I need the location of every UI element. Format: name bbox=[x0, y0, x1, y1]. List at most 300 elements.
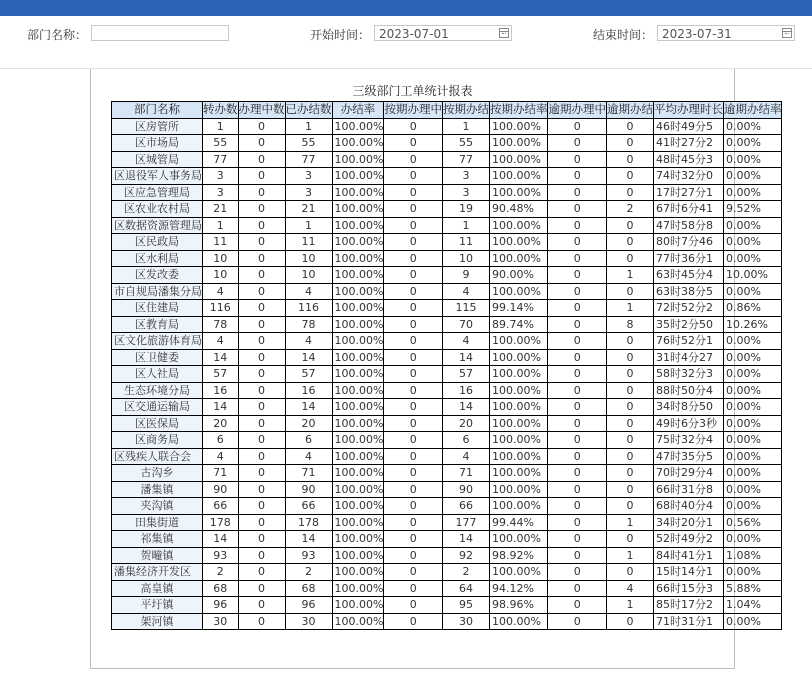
table-cell: 1 bbox=[606, 514, 653, 531]
table-cell: 0 bbox=[384, 151, 443, 168]
table-cell: 100.00% bbox=[332, 217, 384, 234]
table-cell: 46时49分5 bbox=[653, 118, 723, 135]
table-cell: 区房管所 bbox=[112, 118, 203, 135]
table-cell: 55 bbox=[203, 135, 239, 152]
table-cell: 0 bbox=[238, 349, 285, 366]
table-cell: 100.00% bbox=[489, 432, 548, 449]
table-row bbox=[112, 481, 782, 498]
table-cell: 0 bbox=[548, 217, 607, 234]
table-cell: 96 bbox=[285, 597, 332, 614]
table-cell: 0 bbox=[384, 267, 443, 284]
table-cell: 0 bbox=[548, 234, 607, 251]
table-row bbox=[112, 316, 782, 333]
table-cell: 0 bbox=[384, 580, 443, 597]
table-cell: 100.00% bbox=[489, 613, 548, 630]
table-cell: 100.00% bbox=[332, 580, 384, 597]
table-cell: 0 bbox=[238, 580, 285, 597]
table-cell: 0 bbox=[384, 217, 443, 234]
table-cell: 0 bbox=[548, 432, 607, 449]
table-row bbox=[112, 184, 782, 201]
table-cell: 0 bbox=[238, 201, 285, 218]
table-cell: 66时31分8 bbox=[653, 481, 723, 498]
table-cell: 1 bbox=[606, 300, 653, 317]
table-cell: 100.00% bbox=[332, 514, 384, 531]
table-cell: 100.00% bbox=[332, 432, 384, 449]
table-cell: 0.00% bbox=[723, 465, 782, 482]
table-cell: 1 bbox=[442, 118, 489, 135]
table-cell: 0.00% bbox=[723, 250, 782, 267]
table-cell: 0.00% bbox=[723, 151, 782, 168]
table-cell: 0.00% bbox=[723, 349, 782, 366]
table-cell: 0 bbox=[548, 168, 607, 185]
table-cell: 3 bbox=[203, 184, 239, 201]
table-cell: 区卫健委 bbox=[112, 349, 203, 366]
table-cell: 20 bbox=[442, 415, 489, 432]
table-cell: 0 bbox=[238, 448, 285, 465]
column-header: 办理中数 bbox=[238, 102, 285, 117]
table-cell: 1 bbox=[606, 267, 653, 284]
table-cell: 77 bbox=[285, 151, 332, 168]
column-header: 按期办结率 bbox=[489, 102, 548, 117]
table-row bbox=[112, 151, 782, 168]
table-cell: 72时52分2 bbox=[653, 300, 723, 317]
table-cell: 57 bbox=[203, 366, 239, 383]
table-cell: 9.52% bbox=[723, 201, 782, 218]
table-cell: 100.00% bbox=[489, 448, 548, 465]
table-cell: 100.00% bbox=[332, 333, 384, 350]
table-cell: 70时29分4 bbox=[653, 465, 723, 482]
end-time-input[interactable] bbox=[657, 25, 795, 41]
table-cell: 100.00% bbox=[489, 135, 548, 152]
table-cell: 田集街道 bbox=[112, 514, 203, 531]
table-cell: 48时45分3 bbox=[653, 151, 723, 168]
table-cell: 0 bbox=[384, 366, 443, 383]
table-row bbox=[112, 564, 782, 581]
table-cell: 10 bbox=[203, 267, 239, 284]
table-cell: 100.00% bbox=[489, 399, 548, 416]
table-cell: 高皇镇 bbox=[112, 580, 203, 597]
table-cell: 0 bbox=[606, 531, 653, 548]
table-cell: 100.00% bbox=[332, 613, 384, 630]
table-cell: 0 bbox=[548, 613, 607, 630]
table-cell: 0.00% bbox=[723, 432, 782, 449]
table-cell: 93 bbox=[203, 547, 239, 564]
table-cell: 0 bbox=[548, 448, 607, 465]
table-cell: 74时32分0 bbox=[653, 168, 723, 185]
table-cell: 100.00% bbox=[489, 184, 548, 201]
table-cell: 0 bbox=[384, 118, 443, 135]
table-cell: 100.00% bbox=[332, 201, 384, 218]
table-cell: 0 bbox=[384, 234, 443, 251]
table-cell: 0.00% bbox=[723, 168, 782, 185]
table-cell: 4 bbox=[203, 333, 239, 350]
table-row bbox=[112, 168, 782, 185]
table-cell: 0 bbox=[238, 118, 285, 135]
table-cell: 0 bbox=[238, 267, 285, 284]
table-cell: 4 bbox=[285, 448, 332, 465]
table-cell: 0 bbox=[384, 547, 443, 564]
table-cell: 0 bbox=[548, 250, 607, 267]
table-cell: 4 bbox=[606, 580, 653, 597]
table-cell: 0.00% bbox=[723, 366, 782, 383]
column-header: 办结率 bbox=[332, 102, 384, 119]
table-cell: 100.00% bbox=[489, 250, 548, 267]
table-cell: 94.12% bbox=[489, 580, 548, 597]
table-cell: 90 bbox=[203, 481, 239, 498]
table-cell: 贺疃镇 bbox=[112, 547, 203, 564]
table-cell: 66 bbox=[285, 498, 332, 515]
table-cell: 0 bbox=[238, 151, 285, 168]
table-cell: 100.00% bbox=[332, 349, 384, 366]
table-cell: 55 bbox=[285, 135, 332, 152]
table-cell: 178 bbox=[285, 514, 332, 531]
table-cell: 0 bbox=[238, 481, 285, 498]
table-cell: 89.74% bbox=[489, 316, 548, 333]
table-cell: 49时6分3秒 bbox=[653, 415, 723, 432]
table-cell: 85时17分2 bbox=[653, 597, 723, 614]
table-cell: 0 bbox=[238, 316, 285, 333]
table-cell: 3 bbox=[285, 184, 332, 201]
table-cell: 0.00% bbox=[723, 135, 782, 152]
table-cell: 0 bbox=[238, 547, 285, 564]
table-cell: 70 bbox=[442, 316, 489, 333]
table-cell: 0 bbox=[238, 366, 285, 383]
table-row bbox=[112, 399, 782, 416]
table-cell: 0 bbox=[238, 135, 285, 152]
table-cell: 115 bbox=[442, 300, 489, 317]
table-cell: 0 bbox=[548, 415, 607, 432]
table-cell: 0 bbox=[606, 448, 653, 465]
table-cell: 100.00% bbox=[489, 333, 548, 350]
table-cell: 77时36分1 bbox=[653, 250, 723, 267]
table-cell: 5.88% bbox=[723, 580, 782, 597]
table-cell: 52时49分2 bbox=[653, 531, 723, 548]
table-cell: 6 bbox=[285, 432, 332, 449]
table-cell: 0 bbox=[548, 201, 607, 218]
start-time-value: 2023-07-01 bbox=[379, 27, 449, 41]
table-cell: 0.86% bbox=[723, 300, 782, 317]
table-cell: 0 bbox=[548, 118, 607, 135]
table-cell: 47时35分5 bbox=[653, 448, 723, 465]
table-cell: 0 bbox=[384, 465, 443, 482]
dept-name-label: 部门名称： bbox=[27, 28, 88, 42]
table-cell: 0 bbox=[548, 333, 607, 350]
table-cell: 区医保局 bbox=[112, 415, 203, 432]
table-cell: 100.00% bbox=[489, 382, 548, 399]
table-cell: 100.00% bbox=[489, 415, 548, 432]
table-cell: 0 bbox=[238, 399, 285, 416]
table-cell: 34时20分1 bbox=[653, 514, 723, 531]
table-cell: 100.00% bbox=[332, 498, 384, 515]
table-cell: 20 bbox=[285, 415, 332, 432]
table-cell: 0 bbox=[384, 399, 443, 416]
table-cell: 0.00% bbox=[723, 333, 782, 350]
end-time-value: 2023-07-31 bbox=[662, 27, 732, 41]
table-cell: 0 bbox=[238, 415, 285, 432]
table-cell: 0.00% bbox=[723, 498, 782, 515]
table-cell: 区退役军人事务局 bbox=[112, 168, 203, 185]
table-cell: 78 bbox=[203, 316, 239, 333]
calendar-icon[interactable] bbox=[782, 28, 792, 38]
table-cell: 0 bbox=[606, 481, 653, 498]
table-cell: 100.00% bbox=[332, 415, 384, 432]
table-cell: 0 bbox=[384, 283, 443, 300]
table-cell: 11 bbox=[442, 234, 489, 251]
column-header: 逾期办结率 bbox=[723, 102, 782, 117]
start-time-input[interactable] bbox=[374, 25, 512, 41]
table-cell: 0 bbox=[238, 498, 285, 515]
table-cell: 100.00% bbox=[489, 118, 548, 135]
table-cell: 0 bbox=[238, 250, 285, 267]
table-cell: 178 bbox=[203, 514, 239, 531]
table-cell: 10 bbox=[442, 250, 489, 267]
table-body bbox=[112, 118, 782, 630]
table-cell: 16 bbox=[285, 382, 332, 399]
table-cell: 4 bbox=[285, 283, 332, 300]
table-cell: 1 bbox=[606, 547, 653, 564]
table-cell: 0 bbox=[384, 514, 443, 531]
table-cell: 0 bbox=[384, 597, 443, 614]
table-cell: 6 bbox=[203, 432, 239, 449]
table-cell: 41时27分2 bbox=[653, 135, 723, 152]
table-row bbox=[112, 415, 782, 432]
table-cell: 0 bbox=[384, 415, 443, 432]
table-cell: 100.00% bbox=[332, 184, 384, 201]
table-cell: 100.00% bbox=[332, 135, 384, 152]
table-cell: 0 bbox=[606, 151, 653, 168]
table-cell: 92 bbox=[442, 547, 489, 564]
table-cell: 0.00% bbox=[723, 564, 782, 581]
table-cell: 0 bbox=[548, 382, 607, 399]
table-cell: 100.00% bbox=[332, 316, 384, 333]
table-row bbox=[112, 118, 782, 135]
table-cell: 100.00% bbox=[489, 151, 548, 168]
table-cell: 14 bbox=[285, 531, 332, 548]
table-cell: 0.00% bbox=[723, 217, 782, 234]
table-cell: 0 bbox=[606, 382, 653, 399]
table-cell: 90.00% bbox=[489, 267, 548, 284]
table-cell: 0 bbox=[238, 564, 285, 581]
table-cell: 100.00% bbox=[332, 283, 384, 300]
table-cell: 14 bbox=[442, 399, 489, 416]
table-cell: 0 bbox=[548, 531, 607, 548]
report-table bbox=[111, 101, 782, 630]
table-cell: 63时45分4 bbox=[653, 267, 723, 284]
table-row bbox=[112, 448, 782, 465]
table-cell: 架河镇 bbox=[112, 613, 203, 630]
table-cell: 0 bbox=[238, 514, 285, 531]
table-row bbox=[112, 613, 782, 630]
table-cell: 21 bbox=[203, 201, 239, 218]
top-banner bbox=[0, 0, 812, 16]
table-cell: 30 bbox=[285, 613, 332, 630]
table-cell: 0 bbox=[238, 283, 285, 300]
table-cell: 0 bbox=[238, 531, 285, 548]
table-cell: 0 bbox=[384, 300, 443, 317]
table-cell: 100.00% bbox=[489, 366, 548, 383]
table-cell: 30 bbox=[203, 613, 239, 630]
table-cell: 100.00% bbox=[489, 498, 548, 515]
table-cell: 0 bbox=[606, 349, 653, 366]
table-cell: 100.00% bbox=[489, 465, 548, 482]
table-cell: 68 bbox=[285, 580, 332, 597]
table-cell: 100.00% bbox=[332, 300, 384, 317]
table-cell: 0 bbox=[548, 399, 607, 416]
table-cell: 100.00% bbox=[332, 382, 384, 399]
table-cell: 14 bbox=[285, 399, 332, 416]
table-cell: 1 bbox=[285, 118, 332, 135]
table-cell: 14 bbox=[442, 531, 489, 548]
table-cell: 0 bbox=[238, 217, 285, 234]
table-cell: 0 bbox=[606, 333, 653, 350]
table-cell: 0 bbox=[548, 267, 607, 284]
table-cell: 区交通运输局 bbox=[112, 399, 203, 416]
table-cell: 区商务局 bbox=[112, 432, 203, 449]
start-time-label: 开始时间： bbox=[310, 28, 371, 42]
table-cell: 93 bbox=[285, 547, 332, 564]
table-cell: 100.00% bbox=[489, 564, 548, 581]
table-cell: 0 bbox=[548, 547, 607, 564]
table-cell: 0 bbox=[606, 118, 653, 135]
table-cell: 100.00% bbox=[332, 234, 384, 251]
table-row bbox=[112, 267, 782, 284]
column-header: 平均办理时长 bbox=[653, 102, 723, 117]
table-cell: 88时50分4 bbox=[653, 382, 723, 399]
table-cell: 0 bbox=[384, 498, 443, 515]
table-cell: 0 bbox=[238, 465, 285, 482]
table-cell: 0 bbox=[548, 514, 607, 531]
table-cell: 4 bbox=[442, 448, 489, 465]
table-cell: 1 bbox=[442, 217, 489, 234]
table-cell: 0 bbox=[606, 564, 653, 581]
table-cell: 11 bbox=[285, 234, 332, 251]
table-cell: 15时14分1 bbox=[653, 564, 723, 581]
table-cell: 57 bbox=[442, 366, 489, 383]
table-cell: 77 bbox=[442, 151, 489, 168]
table-cell: 99.14% bbox=[489, 300, 548, 317]
table-cell: 100.00% bbox=[332, 448, 384, 465]
table-row bbox=[112, 465, 782, 482]
table-cell: 80时7分46 bbox=[653, 234, 723, 251]
table-cell: 63时38分5 bbox=[653, 283, 723, 300]
table-cell: 0 bbox=[238, 432, 285, 449]
table-cell: 100.00% bbox=[332, 597, 384, 614]
table-cell: 0.00% bbox=[723, 448, 782, 465]
table-cell: 0 bbox=[384, 333, 443, 350]
table-cell: 4 bbox=[442, 333, 489, 350]
table-cell: 1 bbox=[285, 217, 332, 234]
table-row bbox=[112, 382, 782, 399]
table-cell: 0 bbox=[238, 234, 285, 251]
filter-bar bbox=[0, 16, 812, 52]
table-cell: 6 bbox=[442, 432, 489, 449]
table-cell: 0 bbox=[606, 234, 653, 251]
table-cell: 潘集镇 bbox=[112, 481, 203, 498]
table-cell: 0.00% bbox=[723, 399, 782, 416]
table-cell: 0 bbox=[238, 168, 285, 185]
table-cell: 4 bbox=[442, 283, 489, 300]
calendar-icon[interactable] bbox=[499, 28, 509, 38]
table-cell: 0 bbox=[606, 250, 653, 267]
table-row bbox=[112, 432, 782, 449]
column-header: 逾期办理中 bbox=[548, 102, 606, 117]
table-cell: 区数据资源管理局 bbox=[112, 217, 203, 234]
table-cell: 0 bbox=[384, 481, 443, 498]
dept-name-input[interactable] bbox=[91, 25, 229, 41]
table-cell: 4 bbox=[203, 448, 239, 465]
table-cell: 10 bbox=[285, 250, 332, 267]
table-cell: 0 bbox=[606, 184, 653, 201]
table-cell: 116 bbox=[203, 300, 239, 317]
table-row bbox=[112, 234, 782, 251]
table-cell: 100.00% bbox=[489, 283, 548, 300]
table-cell: 0 bbox=[548, 366, 607, 383]
table-cell: 0 bbox=[384, 531, 443, 548]
table-cell: 68 bbox=[203, 580, 239, 597]
table-cell: 100.00% bbox=[489, 531, 548, 548]
table-cell: 0 bbox=[548, 184, 607, 201]
table-cell: 98.92% bbox=[489, 547, 548, 564]
table-cell: 100.00% bbox=[332, 547, 384, 564]
table-cell: 0 bbox=[384, 135, 443, 152]
table-cell: 区民政局 bbox=[112, 234, 203, 251]
table-cell: 区残疾人联合会 bbox=[112, 448, 203, 465]
table-cell: 0 bbox=[238, 382, 285, 399]
table-cell: 0 bbox=[384, 184, 443, 201]
table-cell: 3 bbox=[442, 168, 489, 185]
table-cell: 71时31分1 bbox=[653, 613, 723, 630]
table-cell: 75时32分4 bbox=[653, 432, 723, 449]
table-cell: 0.00% bbox=[723, 382, 782, 399]
column-header: 按期办结 bbox=[442, 102, 489, 117]
table-cell: 区城管局 bbox=[112, 151, 203, 168]
table-cell: 14 bbox=[285, 349, 332, 366]
table-cell: 1 bbox=[203, 118, 239, 135]
table-cell: 0.00% bbox=[723, 481, 782, 498]
table-cell: 0 bbox=[548, 300, 607, 317]
table-row bbox=[112, 580, 782, 597]
table-cell: 55 bbox=[442, 135, 489, 152]
table-cell: 0.56% bbox=[723, 514, 782, 531]
table-cell: 潘集经济开发区 bbox=[112, 564, 203, 581]
table-cell: 0 bbox=[606, 613, 653, 630]
table-cell: 0 bbox=[548, 564, 607, 581]
table-cell: 64 bbox=[442, 580, 489, 597]
table-cell: 0 bbox=[384, 382, 443, 399]
table-cell: 0 bbox=[606, 415, 653, 432]
table-cell: 区住建局 bbox=[112, 300, 203, 317]
table-cell: 0 bbox=[384, 201, 443, 218]
table-cell: 100.00% bbox=[332, 118, 384, 135]
table-cell: 区农业农村局 bbox=[112, 201, 203, 218]
table-cell: 0 bbox=[606, 498, 653, 515]
table-cell: 14 bbox=[203, 399, 239, 416]
table-cell: 0 bbox=[606, 366, 653, 383]
table-cell: 100.00% bbox=[489, 217, 548, 234]
table-row bbox=[112, 547, 782, 564]
table-cell: 34时8分50 bbox=[653, 399, 723, 416]
table-cell: 21 bbox=[285, 201, 332, 218]
table-row bbox=[112, 349, 782, 366]
table-cell: 10 bbox=[285, 267, 332, 284]
table-cell: 10 bbox=[203, 250, 239, 267]
table-cell: 4 bbox=[203, 283, 239, 300]
table-cell: 17时27分1 bbox=[653, 184, 723, 201]
table-cell: 0 bbox=[548, 481, 607, 498]
table-cell: 区发改委 bbox=[112, 267, 203, 284]
table-row bbox=[112, 300, 782, 317]
table-cell: 0.00% bbox=[723, 234, 782, 251]
